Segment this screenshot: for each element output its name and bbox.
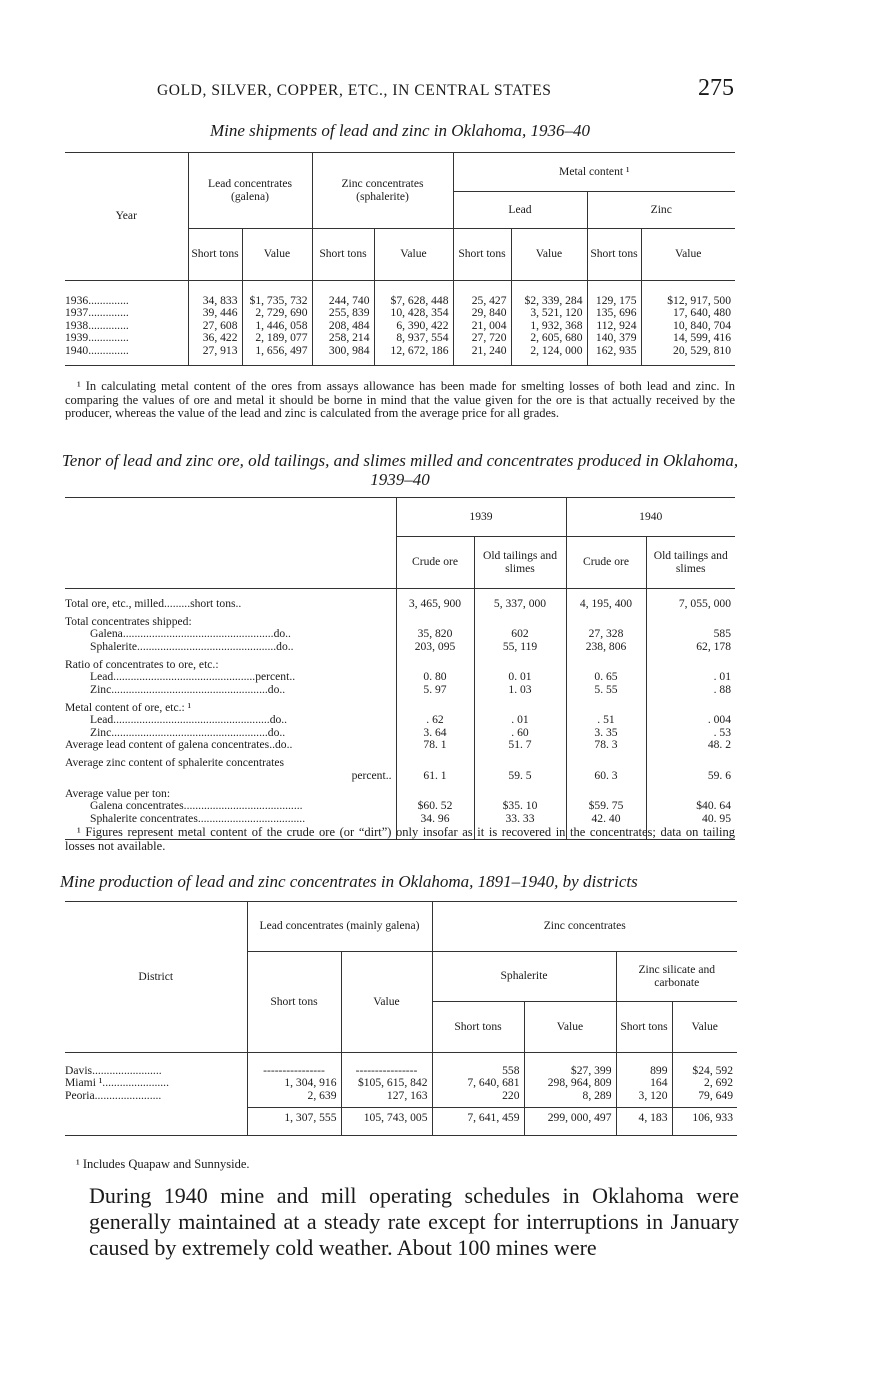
table-cell: 8, 937, 554 [374,332,453,345]
row-label: Average zinc content of sphalerite concentrates [65,756,284,769]
table-cell: 0. 65 [566,671,646,684]
table-cell: 1, 304, 916 [247,1077,341,1090]
district-cell: Miami ¹ [65,1076,103,1089]
table-cell: $60. 52 [396,800,474,813]
value-header: Value [641,229,735,281]
table-cell: 14, 599, 416 [641,332,735,345]
table-cell: 300, 984 [312,345,374,358]
running-header: GOLD, SILVER, COPPER, ETC., IN CENTRAL STATES [157,82,552,99]
district-cell: Peoria [65,1088,95,1102]
row-unit: do [267,682,280,696]
table-cell: 20, 529, 810 [641,345,735,358]
value-header: Value [374,229,453,281]
table-cell: 42. 40 [566,813,646,826]
table-cell: 27, 328 [566,628,646,641]
table-cell: 140, 379 [587,332,641,345]
table-cell: 5. 97 [396,684,474,702]
table-cell: 258, 214 [312,332,374,345]
row-label: Galena [90,627,123,640]
table-cell: 135, 696 [587,307,641,320]
row-label: Average lead content of galena concentrates [65,738,270,751]
table-cell: . 88 [646,684,735,702]
table-cell: . 01 [474,714,566,727]
table-cell: 3. 35 [566,727,646,740]
year-header: Year [65,153,188,281]
row-label: Zinc [90,725,112,739]
table-cell: 40. 95 [646,813,735,826]
table-cell: . 51 [566,714,646,727]
table-row: Lead.................................................percent.. 0. 80 0. 01 0. 65 . 01 [65,671,735,684]
table-cell: 298, 964, 809 [524,1077,616,1090]
row-unit: do [276,639,288,653]
row-unit: do [273,627,286,640]
table-cell: 8, 289 [524,1090,616,1103]
value-header: Value [341,952,432,1053]
old-tailings-header: Old tailings and slimes [474,537,566,589]
table-cell: 35, 820 [396,628,474,641]
table-cell: 2, 605, 680 [511,332,587,345]
table1 [65,152,735,366]
table-cell [474,757,566,770]
year-1939-header: 1939 [396,498,566,537]
metal-zinc-header: Zinc [587,192,735,229]
table2-caption: Tenor of lead and zinc ore, old tailings, and slimes milled and concentrates produced in Oklahoma, 1939–40 [61,451,739,489]
table-cell: 0. 01 [474,671,566,684]
table-cell: 7, 640, 681 [432,1077,524,1090]
table-cell: 5. 55 [566,684,646,702]
table-cell: . 60 [474,727,566,740]
year-1940-header: 1940 [566,498,735,537]
table1-footnote: ¹ In calculating metal content of the ores from assays allowance has been made for smelting losses of both lead and zinc. In comparing the values of ore and metal it should be borne in mind that the value given for the ore is that actually received by the producer, whereas the value of the lead and zinc is calculated from the average price for all grades. [65,379,735,420]
total-cell: 7, 641, 459 [432,1107,524,1129]
table-cell: 39, 446 [188,307,242,320]
table-row: Lead......................................................do.. . 62 . 01 . 51 . 004 [65,714,735,727]
table-cell: . 53 [646,727,735,740]
crude-ore-header: Crude ore [566,537,646,589]
row-label: Lead [90,670,114,683]
body-paragraph: During 1940 mine and mill operating schedules in Oklahoma were generally maintained at a steady rate except for interruptions in January caused by extremely cold weather. About 100 mines were [89,1183,739,1260]
table-cell: $2, 339, 284 [511,295,587,308]
table-cell: 78. 3 [566,739,646,757]
table-cell: 4, 195, 400 [566,598,646,616]
table-row: Total ore, etc., milled.........short tons.. 3, 465, 900 5, 337, 000 4, 195, 400 7, 055, 000 [65,598,735,616]
table-row: Peoria....................... 2, 639 127, 163 220 8, 289 3, 120 79, 649 [65,1090,737,1103]
totals-row [65,1107,737,1129]
table-cell: 59. 6 [646,770,735,788]
row-unit: do [269,713,282,726]
short-tons-header: Short tons [188,229,242,281]
row-label: Zinc [90,682,112,696]
value-header: Value [524,1002,616,1053]
table-cell: 25, 427 [453,295,511,308]
lead-concentrates-header: Lead concentrates (galena) [188,153,312,229]
table-cell: 3. 64 [396,727,474,740]
table-cell: 5, 337, 000 [474,598,566,616]
table-cell: 17, 640, 480 [641,307,735,320]
value-header: Value [511,229,587,281]
table-row: Davis........................ ---------------- ---------------- 558 $27, 399 899 $24, 592 [65,1065,737,1078]
table-cell: 244, 740 [312,295,374,308]
table-cell: 255, 839 [312,307,374,320]
year-cell: 1937 [65,306,89,319]
table-cell: . 01 [646,671,735,684]
zinc-concentrates-header: Zinc concentrates (sphalerite) [312,153,453,229]
table-row [65,757,735,770]
table-row: Galena....................................................do.. 35, 820 602 27, 328 585 [65,628,735,641]
short-tons-header: Short tons [247,952,341,1053]
table-cell: 558 [432,1065,524,1078]
table-cell: 51. 7 [474,739,566,757]
table-cell: 6, 390, 422 [374,320,453,333]
table-row: Zinc......................................................do.. 3. 64 . 60 3. 35 . 53 [65,727,735,740]
table-row: Miami ¹....................... 1, 304, 916 $105, 615, 842 7, 640, 681 298, 964, 809 164 2, 692 [65,1077,737,1090]
table-cell: 55, 119 [474,641,566,659]
table-cell: 2, 639 [247,1090,341,1103]
table-cell: 21, 004 [453,320,511,333]
table-cell: 1, 446, 058 [242,320,312,333]
table-cell: 59. 5 [474,770,566,788]
year-cell: 1938 [65,318,89,332]
table1-caption: Mine shipments of lead and zinc in Oklahoma, 1936–40 [209,121,591,140]
table-cell: 164 [616,1077,672,1090]
table-row: Sphalerite................................................do.. 203, 095 55, 119 238, 806 62, 178 [65,641,735,659]
table-cell: $7, 628, 448 [374,295,453,308]
table-cell: 3, 521, 120 [511,307,587,320]
table-row: 1940.............. 27, 913 1, 656, 497 300, 984 12, 672, 186 21, 240 2, 124, 000 162, 935 20, 529, 810 [65,345,735,358]
table-cell: 220 [432,1090,524,1103]
table-cell: 2, 189, 077 [242,332,312,345]
table-cell: 27, 720 [453,332,511,345]
table-cell: 60. 3 [566,770,646,788]
table-cell: 0. 80 [396,671,474,684]
table-cell: $12, 917, 500 [641,295,735,308]
table-cell: 27, 608 [188,320,242,333]
row-label: Total ore, etc., milled [65,596,164,610]
table3 [65,901,737,1136]
district-cell: Davis [65,1063,93,1077]
table-cell: 127, 163 [341,1090,432,1103]
table-cell: 899 [616,1065,672,1078]
table-cell [566,757,646,770]
table-cell: $59. 75 [566,800,646,813]
short-tons-header: Short tons [432,1002,524,1053]
table-cell: 79, 649 [672,1090,737,1103]
short-tons-header: Short tons [587,229,641,281]
table-cell: 34. 96 [396,813,474,826]
table-cell: 7, 055, 000 [646,598,735,616]
table-cell: $35. 10 [474,800,566,813]
table2-footnote: ¹ Figures represent metal content of the crude ore (or “dirt”) only insofar as it is recovered in the concentrates; data on tailing losses not available. [65,825,735,853]
total-cell: 299, 000, 497 [524,1107,616,1129]
year-cell: 1936 [65,293,89,307]
metal-lead-header: Lead [453,192,587,229]
row-label: Galena concentrates [90,799,184,812]
table-cell: 33. 33 [474,813,566,826]
row-unit: do [274,738,287,751]
table-cell: $1, 735, 732 [242,295,312,308]
table3-caption: Mine production of lead and zinc concentrates in Oklahoma, 1891–1940, by districts [60,872,638,891]
table-cell: 3, 465, 900 [396,598,474,616]
table-cell [646,757,735,770]
row-unit: do [267,725,280,739]
short-tons-header: Short tons [616,1002,672,1053]
table-cell: 1, 932, 368 [511,320,587,333]
table-cell: 61. 1 [396,770,474,788]
zinc-concentrates-header: Zinc concentrates [432,902,737,952]
table-cell: 1, 656, 497 [242,345,312,358]
short-tons-header: Short tons [312,229,374,281]
table-cell: 2, 692 [672,1077,737,1090]
table-cell: 602 [474,628,566,641]
year-cell: 1939 [65,331,89,344]
total-cell: 106, 933 [672,1107,737,1129]
table-cell: . 62 [396,714,474,727]
row-label: Sphalerite [90,639,138,653]
value-header: Value [672,1002,737,1053]
table-cell: 208, 484 [312,320,374,333]
row-unit: short tons [190,596,236,610]
table-cell: $105, 615, 842 [341,1077,432,1090]
table-cell [396,757,474,770]
lead-concentrates-header: Lead concentrates (mainly galena) [247,902,432,952]
crude-ore-header: Crude ore [396,537,474,589]
table-cell: 112, 924 [587,320,641,333]
row-unit: percent [255,670,290,683]
table-cell: 162, 935 [587,345,641,358]
old-tailings-header: Old tailings and slimes [646,537,735,589]
row-label: Average value per ton: [65,786,171,800]
district-header: District [65,902,247,1053]
table-row: 1936.............. 34, 833 $1, 735, 732 244, 740 $7, 628, 448 25, 427 $2, 339, 284 129, 175 $12, 917, 500 [65,295,735,308]
year-cell: 1940 [65,343,89,357]
row-label: Lead [90,713,114,726]
row-label: Ratio of concentrates to ore, etc.: [65,657,219,671]
table-row: 1939.............. 36, 422 2, 189, 077 258, 214 8, 937, 554 27, 720 2, 605, 680 140, 379 14, 599, 416 [65,332,735,345]
table-cell: 238, 806 [566,641,646,659]
table-cell: 62, 178 [646,641,735,659]
table-cell: 585 [646,628,735,641]
row-unit: percent [351,768,386,782]
table-cell: 29, 840 [453,307,511,320]
table-cell: 21, 240 [453,345,511,358]
sphalerite-header: Sphalerite [432,952,616,1002]
table-cell: 27, 913 [188,345,242,358]
row-label: Total concentrates shipped: [65,614,192,628]
table-cell: 34, 833 [188,295,242,308]
table-cell: 1. 03 [474,684,566,702]
table-row: Galena concentrates......................................... $60. 52 $35. 10 $59. 75 $40. 64 [65,800,735,813]
table-row: Zinc......................................................do.. 5. 97 1. 03 5. 55 . 88 [65,684,735,702]
short-tons-header: Short tons [453,229,511,281]
table-cell: 36, 422 [188,332,242,345]
table-cell: $40. 64 [646,800,735,813]
table3-footnote: ¹ Includes Quapaw and Sunnyside. [76,1157,250,1171]
table-cell: 12, 672, 186 [374,345,453,358]
table2 [65,497,735,840]
table-cell: $27, 399 [524,1065,616,1078]
table-row: Sphalerite concentrates..................................... 34. 96 33. 33 42. 40 40. 95 [65,813,735,826]
table-cell: 203, 095 [396,641,474,659]
zinc-silicate-header: Zinc silicate and carbonate [616,952,737,1002]
table-row: 1938.............. 27, 608 1, 446, 058 208, 484 6, 390, 422 21, 004 1, 932, 368 112, 924 10, 840, 704 [65,320,735,333]
table-cell: 2, 729, 690 [242,307,312,320]
total-cell: 105, 743, 005 [341,1107,432,1129]
table-cell: 129, 175 [587,295,641,308]
table-cell: $24, 592 [672,1065,737,1078]
total-cell: 1, 307, 555 [247,1107,341,1129]
page-number: 275 [698,75,734,101]
table-row: percent.. 61. 1 59. 5 60. 3 59. 6 [65,770,735,788]
total-cell: 4, 183 [616,1107,672,1129]
table-cell: . 004 [646,714,735,727]
table-row: 1937.............. 39, 446 2, 729, 690 255, 839 10, 428, 354 29, 840 3, 521, 120 135, 696 17, 640, 480 [65,307,735,320]
row-label: Metal content of ore, etc.: ¹ [65,700,192,714]
table-row: Average lead content of galena concentrates..do.. 78. 1 51. 7 78. 3 48. 2 [65,739,735,757]
value-header: Value [242,229,312,281]
table-cell: 3, 120 [616,1090,672,1103]
row-label: Sphalerite concentrates [90,811,198,825]
table-cell: 48. 2 [646,739,735,757]
table-cell: 10, 840, 704 [641,320,735,333]
metal-content-header: Metal content ¹ [453,153,735,192]
table-cell: 2, 124, 000 [511,345,587,358]
table-cell: 10, 428, 354 [374,307,453,320]
table-cell: 78. 1 [396,739,474,757]
